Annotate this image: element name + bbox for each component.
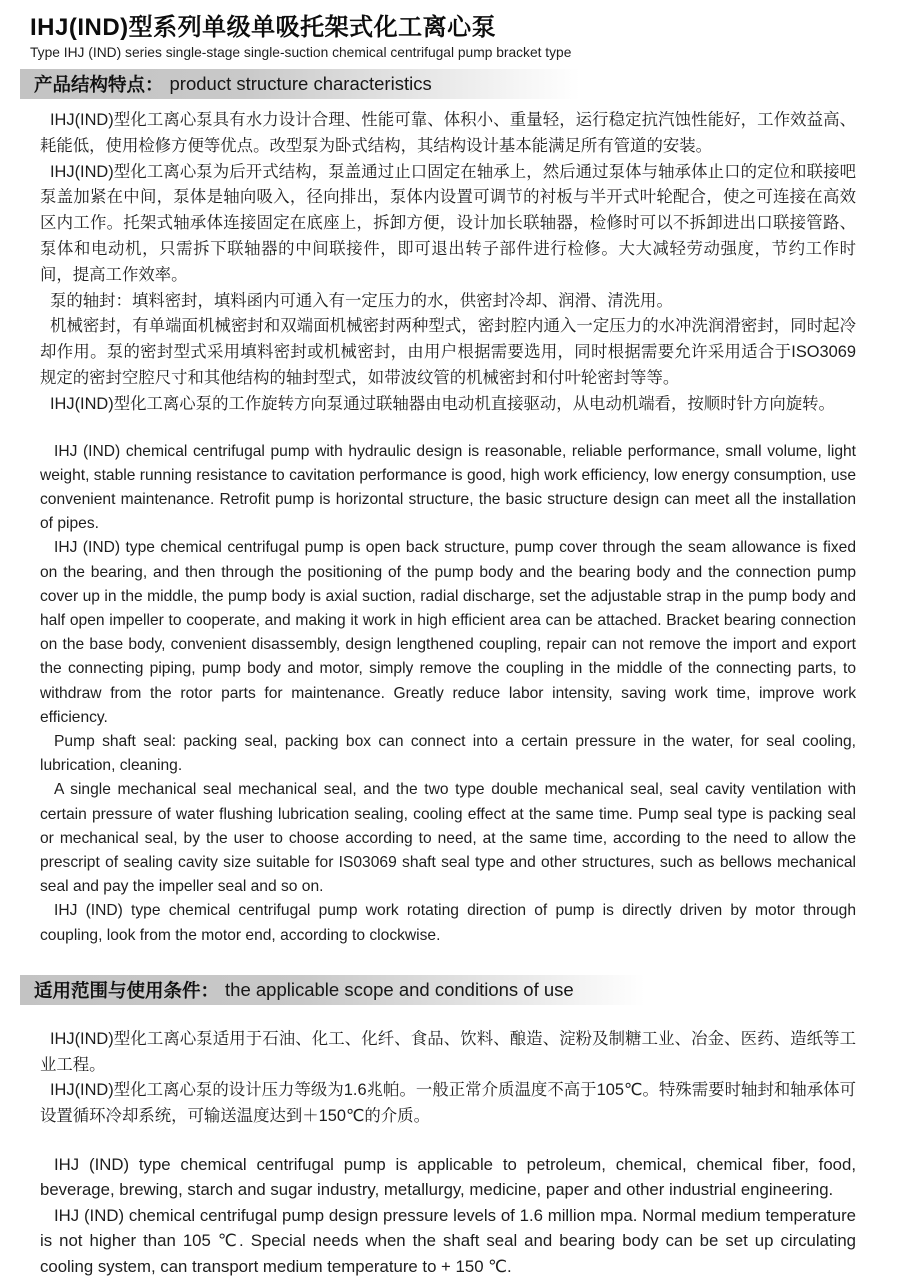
- cn-paragraph-2: IHJ(IND)型化工离心泵的设计压力等级为1.6兆帕。一般正常介质温度不高于105℃。特殊需要时轴封和轴承体可设置循环冷却系统，可输送温度达到＋150℃的介质。: [40, 1081, 856, 1126]
- page-title: IHJ(IND)型系列单级单吸托架式化工离心泵: [30, 14, 497, 41]
- product-structure-english-text: [40, 440, 856, 948]
- en-paragraph-1: IHJ (IND) type chemical centrifugal pump is applicable to petroleum, chemical, chemical fiber, food, beverage, brewing, starch and sugar industry, metallurgy, medicine, paper and other industrial engineering.: [40, 1155, 856, 1200]
- product-structure-chinese-text: [40, 108, 856, 418]
- cn-paragraph-1: IHJ(IND)型化工离心泵具有水力设计合理、性能可靠、体积小、重量轻，运行稳定抗汽蚀性能好，工作效益高、耗能低，使用检修方便等优点。改型泵为卧式结构，其结构设计基本能满足所有管道的安装。: [40, 111, 856, 155]
- cn-paragraph-2: IHJ(IND)型化工离心泵为后开式结构，泵盖通过止口固定在轴承上，然后通过泵体与轴承体止口的定位和联接吧泵盖加紧在中间，泵体是轴向吸入，径向排出，泵体内设置可调节的衬板与半开式叶轮配合，使之可连接在高效区内工作。托架式轴承体连接固定在底座上，拆卸方便，设计加长联轴器，检修时可以不拆卸进出口联接管路、泵体和电动机，只需拆下联轴器的中间联接件，即可退出转子部件进行检修。大大减轻劳动强度，节约工作时间，提高工作效率。: [40, 162, 856, 284]
- en-paragraph-1: IHJ (IND) chemical centrifugal pump with hydraulic design is reasonable, reliable performance, small volume, light weight, stable running resistance to cavitation performance is good, high work efficiency, low energy consumption, use convenient maintenance. Retrofit pump is horizontal structure, the basic structure design can meet all the installation of pipes.: [40, 442, 856, 533]
- section-heading-cn: 适用范围与使用条件：: [34, 979, 220, 1001]
- applicable-scope-chinese-text: [40, 1027, 856, 1130]
- section-heading-product-structure: [20, 69, 580, 99]
- en-paragraph-2: IHJ (IND) type chemical centrifugal pump is open back structure, pump cover through the seam allowance is fixed on the bearing, and then through the positioning of the pump body and the bearing body and the connection pump cover up in the middle, the pump body is axial suction, radial discharge, set the adjustable strap in the pump body and half open impeller to cooperate, and making it work in high efficient area can be attached. Bracket bearing connection on the base body, convenient disassembly, design lengthened coupling, repair can not remove the import and export the connecting piping, pump body and motor, simply remove the coupling in the middle of the connecting parts, to withdraw from the rotor parts for maintenance. Greatly reduce labor intensity, saving work time, improve work efficiency.: [40, 539, 856, 726]
- en-paragraph-4: A single mechanical seal mechanical seal, and the two type double mechanical seal, seal cavity ventilation with certain pressure of water flushing lubrication sealing, cooling effect at the same time. Pump seal type is packing seal or mechanical seal, by the user to choose according to need, at the same time, according to the need to allow the prescript of sealing cavity size suitable for IS03069 shaft seal type and other structures, such as bellows mechanical seal and pay the impeller seal and so on.: [40, 781, 856, 896]
- section-heading-applicable-scope: [20, 975, 645, 1005]
- cn-paragraph-5: IHJ(IND)型化工离心泵的工作旋转方向泵通过联轴器由电动机直接驱动，从电动机端看，按顺时针方向旋转。: [50, 394, 835, 413]
- page-subtitle: Type IHJ (IND) series single-stage single-suction chemical centrifugal pump bracket type: [30, 45, 572, 60]
- en-paragraph-5: IHJ (IND) type chemical centrifugal pump work rotating direction of pump is directly driven by motor through coupling, look from the motor end, according to clockwise.: [40, 902, 856, 944]
- section-heading-en: product structure characteristics: [169, 73, 432, 94]
- section-heading-en: the applicable scope and conditions of use: [225, 978, 574, 1000]
- section-heading-cn: 产品结构特点：: [34, 74, 164, 95]
- applicable-scope-english-text: [40, 1152, 856, 1279]
- en-paragraph-3: Pump shaft seal: packing seal, packing box can connect into a certain pressure in the water, for seal cooling, lubrication, cleaning.: [40, 733, 856, 775]
- cn-paragraph-4: 机械密封，有单端面机械密封和双端面机械密封两种型式，密封腔内通入一定压力的水冲洗润滑密封，同时起冷却作用。泵的密封型式采用填料密封或机械密封，由用户根据需要选用，同时根据需要允许采用适合于ISO3069规定的密封空腔尺寸和其他结构的轴封型式，如带波纹管的机械密封和付叶轮密封等等。: [40, 317, 856, 387]
- cn-paragraph-3: 泵的轴封：填料密封，填料函内可通入有一定压力的水，供密封冷却、润滑、清洗用。: [50, 291, 673, 310]
- cn-paragraph-1: IHJ(IND)型化工离心泵适用于石油、化工、化纤、食品、饮料、酿造、淀粉及制糖工业、冶金、医药、造纸等工业工程。: [40, 1029, 856, 1074]
- en-paragraph-2: IHJ (IND) chemical centrifugal pump design pressure levels of 1.6 million mpa. Normal medium temperature is not higher than 105 ℃. Special needs when the shaft seal and bearing body can be set up circulating cooling system, can transport medium temperature to + 150 ℃.: [40, 1205, 856, 1276]
